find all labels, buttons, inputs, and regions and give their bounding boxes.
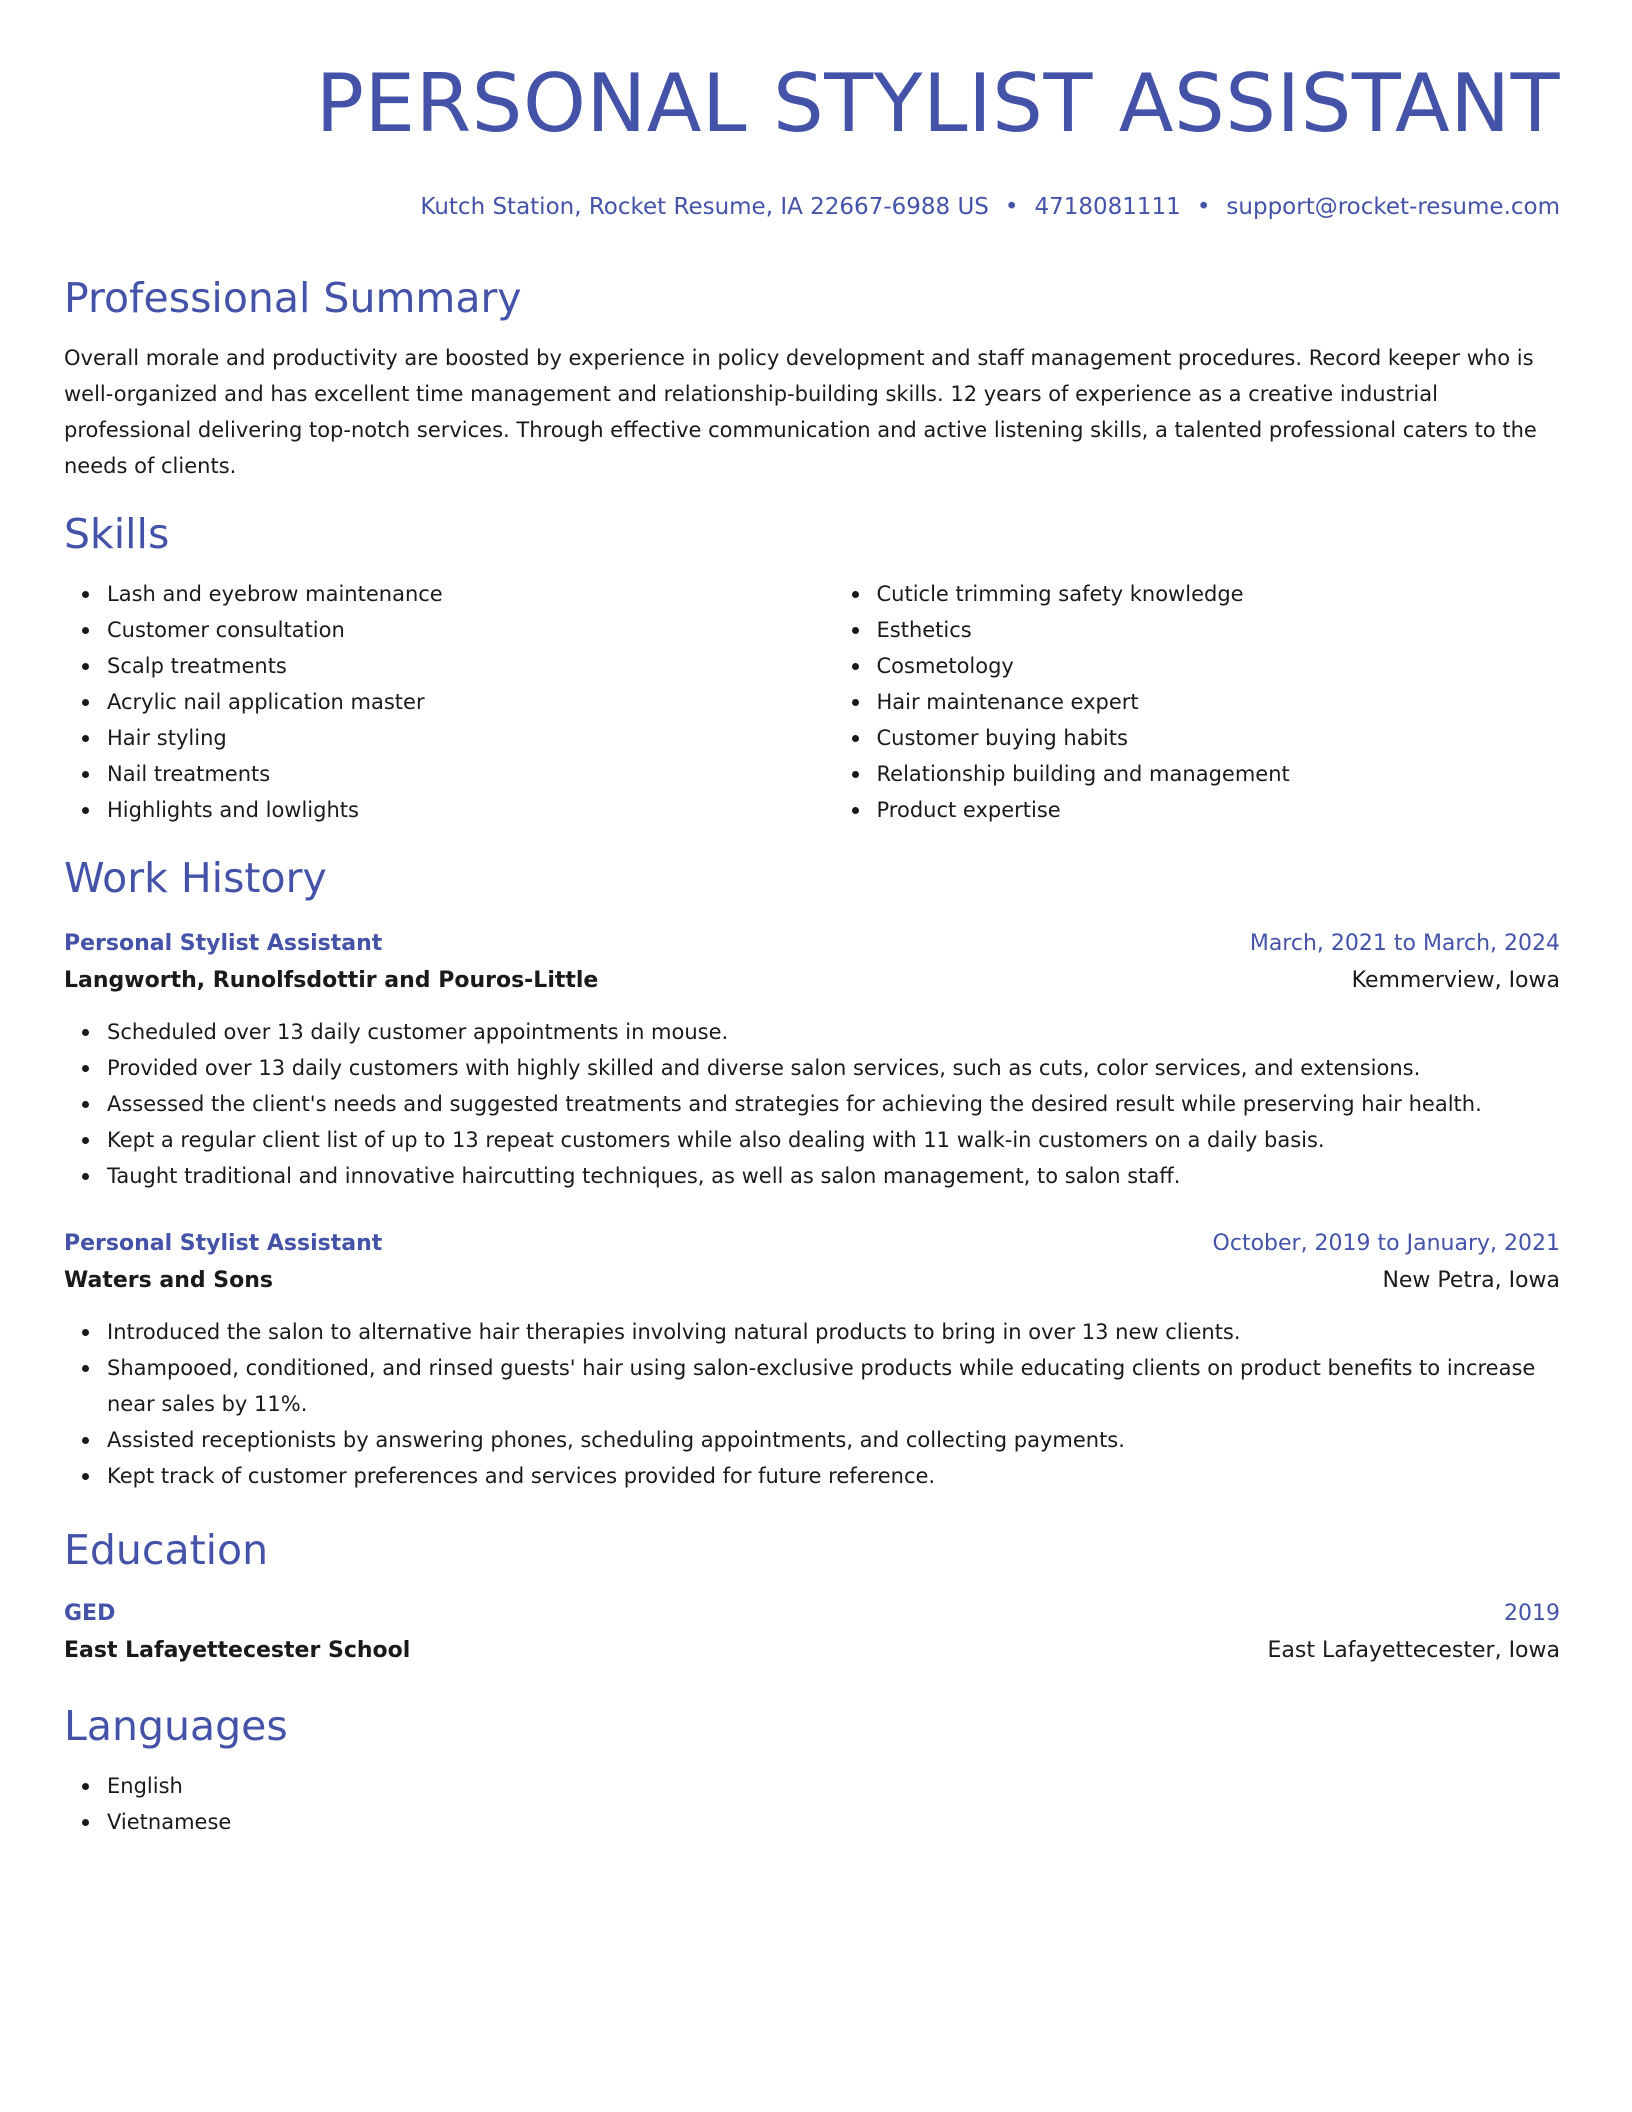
- education-entry: [64, 1598, 1560, 1668]
- contact-email: support@rocket-resume.com: [1226, 194, 1560, 220]
- skill-item: Nail treatments: [107, 756, 834, 792]
- contact-separator: •: [1196, 194, 1211, 220]
- skill-item: Relationship building and management: [834, 756, 1561, 792]
- contact-line: [64, 192, 1560, 222]
- job-bullet: Kept track of customer preferences and services provided for future reference.: [107, 1458, 1560, 1494]
- work-history-heading: Work History: [64, 854, 327, 902]
- job-bullet: Assisted receptionists by answering phones, scheduling appointments, and collecting payments.: [107, 1422, 1560, 1458]
- job-bullet: Scheduled over 13 daily customer appointments in mouse.: [107, 1014, 1560, 1050]
- skill-item: Customer consultation: [107, 612, 834, 648]
- resume-page: [64, 0, 1560, 1840]
- job-bullet: Introduced the salon to alternative hair therapies involving natural products to bring in over 13 new clients.: [107, 1314, 1560, 1350]
- job-bullet: Provided over 13 daily customers with highly skilled and diverse salon services, such as cuts, color services, and extensions.: [107, 1050, 1560, 1086]
- job-entry: [64, 928, 1560, 1194]
- skill-item: Acrylic nail application master: [107, 684, 834, 720]
- job-entry: [64, 1228, 1560, 1494]
- education-year: 2019: [1504, 1601, 1560, 1626]
- skills-column-left: [64, 576, 834, 828]
- contact-separator: •: [1004, 194, 1019, 220]
- languages-list: [64, 1768, 1560, 1840]
- education-location: East Lafayettecester, Iowa: [1267, 1638, 1560, 1663]
- contact-phone: 4718081111: [1034, 194, 1181, 220]
- job-bullets: [64, 1014, 1560, 1194]
- education-school-row: [64, 1634, 1560, 1668]
- skill-item: Cosmetology: [834, 648, 1561, 684]
- skill-item: Cuticle trimming safety knowledge: [834, 576, 1561, 612]
- language-item: Vietnamese: [107, 1804, 1560, 1840]
- contact-address: Kutch Station, Rocket Resume, IA 22667-6988 US: [420, 194, 989, 220]
- job-bullet: Taught traditional and innovative haircutting techniques, as well as salon management, to salon staff.: [107, 1158, 1560, 1194]
- summary-heading: Professional Summary: [64, 274, 522, 322]
- job-header: [64, 1228, 1560, 1260]
- job-employer: [64, 1264, 1560, 1298]
- language-item: English: [107, 1768, 1560, 1804]
- skill-item: Customer buying habits: [834, 720, 1561, 756]
- skill-item: Hair maintenance expert: [834, 684, 1561, 720]
- skill-item: Highlights and lowlights: [107, 792, 834, 828]
- skill-item: Lash and eyebrow maintenance: [107, 576, 834, 612]
- skills-list: [64, 576, 1560, 828]
- skill-item: Scalp treatments: [107, 648, 834, 684]
- skill-item: Hair styling: [107, 720, 834, 756]
- job-title: Personal Stylist Assistant: [64, 1231, 383, 1256]
- job-location: New Petra, Iowa: [1382, 1268, 1560, 1293]
- education-header: [64, 1598, 1560, 1630]
- skill-item: Product expertise: [834, 792, 1561, 828]
- job-dates: October, 2019 to January, 2021: [1212, 1231, 1560, 1256]
- job-bullets: [64, 1314, 1560, 1494]
- education-degree: GED: [64, 1601, 116, 1626]
- skills-column-right: [834, 576, 1561, 828]
- education-heading: Education: [64, 1526, 269, 1574]
- job-title: Personal Stylist Assistant: [64, 931, 383, 956]
- job-dates: March, 2021 to March, 2024: [1249, 931, 1560, 956]
- languages-heading: Languages: [64, 1702, 288, 1750]
- job-header: [64, 928, 1560, 960]
- skill-item: Esthetics: [834, 612, 1561, 648]
- job-employer: [64, 964, 1560, 998]
- summary-text: Overall morale and productivity are boosted by experience in policy development and staff management procedures. Record keeper who is well-organized and has excellent time management and relationship-building skills. 12 years of experience as a creative industrial professional delivering top-notch services. Through effective communication and active listening skills, a talented professional caters to the needs of clients.: [64, 346, 1537, 478]
- education-school: East Lafayettecester School: [64, 1638, 411, 1663]
- job-company: Langworth, Runolfsdottir and Pouros-Little: [64, 968, 599, 993]
- job-bullet: Assessed the client's needs and suggested treatments and strategies for achieving the desired result while preserving hair health.: [107, 1086, 1560, 1122]
- job-bullet: Shampooed, conditioned, and rinsed guests' hair using salon-exclusive products while educating clients on product benefits to increase near sales by 11%.: [107, 1350, 1560, 1422]
- job-company: Waters and Sons: [64, 1268, 273, 1293]
- skills-heading: Skills: [64, 510, 170, 558]
- job-location: Kemmerview, Iowa: [1351, 968, 1560, 993]
- resume-name: PERSONAL STYLIST ASSISTANT: [315, 57, 1560, 150]
- job-bullet: Kept a regular client list of up to 13 repeat customers while also dealing with 11 walk-in customers on a daily basis.: [107, 1122, 1560, 1158]
